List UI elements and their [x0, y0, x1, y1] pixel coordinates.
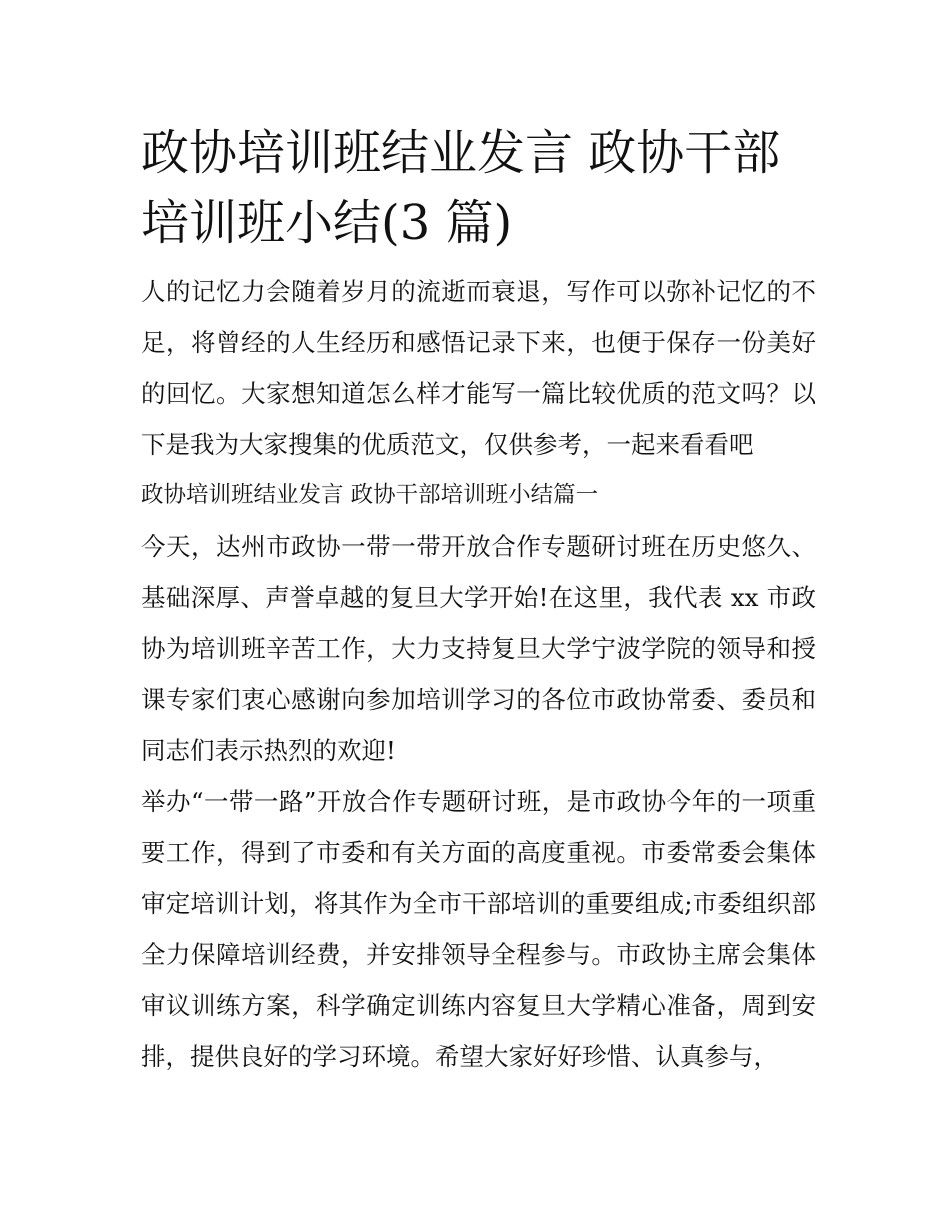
document-page [141, 118, 816, 1082]
body-paragraph-1: 今天，达州市政协一带一带开放合作专题研讨班在历史悠久、基础深厚、声誉卓越的复旦大学开始!在这里，我代表 xx 市政协为培训班辛苦工作，大力支持复旦大学宁波学院的领导和授课专家们衷心感谢向参加培训学习的各位市政协常委、委员和同志们表示热烈的欢迎! [141, 532, 816, 765]
section-heading: 政协培训班结业发言 政协干部培训班小结篇一 [141, 482, 599, 508]
body-paragraph-2: 举办“一带一路”开放合作专题研讨班，是市政协今年的一项重要工作，得到了市委和有关方面的高度重视。市委常委会集体审定培训计划，将其作为全市干部培训的重要组成;市委组织部全力保障培训经费，并安排领导全程参与。市政协主席会集体审议训练方案，科学确定训练内容复旦大学精心准备，周到安排，提供良好的学习环境。希望大家好好珍惜、认真参与， [141, 787, 816, 1071]
intro-paragraph: 人的记忆力会随着岁月的流逝而衰退，写作可以弥补记忆的不足，将曾经的人生经历和感悟记录下来，也便于保存一份美好的回忆。大家想知道怎么样才能写一篇比较优质的范文吗？以下是我为大家搜集的优质范文，仅供参考，一起来看看吧 [141, 277, 816, 459]
document-title: 政协培训班结业发言 政协干部培训班小结(3 篇) [141, 125, 781, 251]
